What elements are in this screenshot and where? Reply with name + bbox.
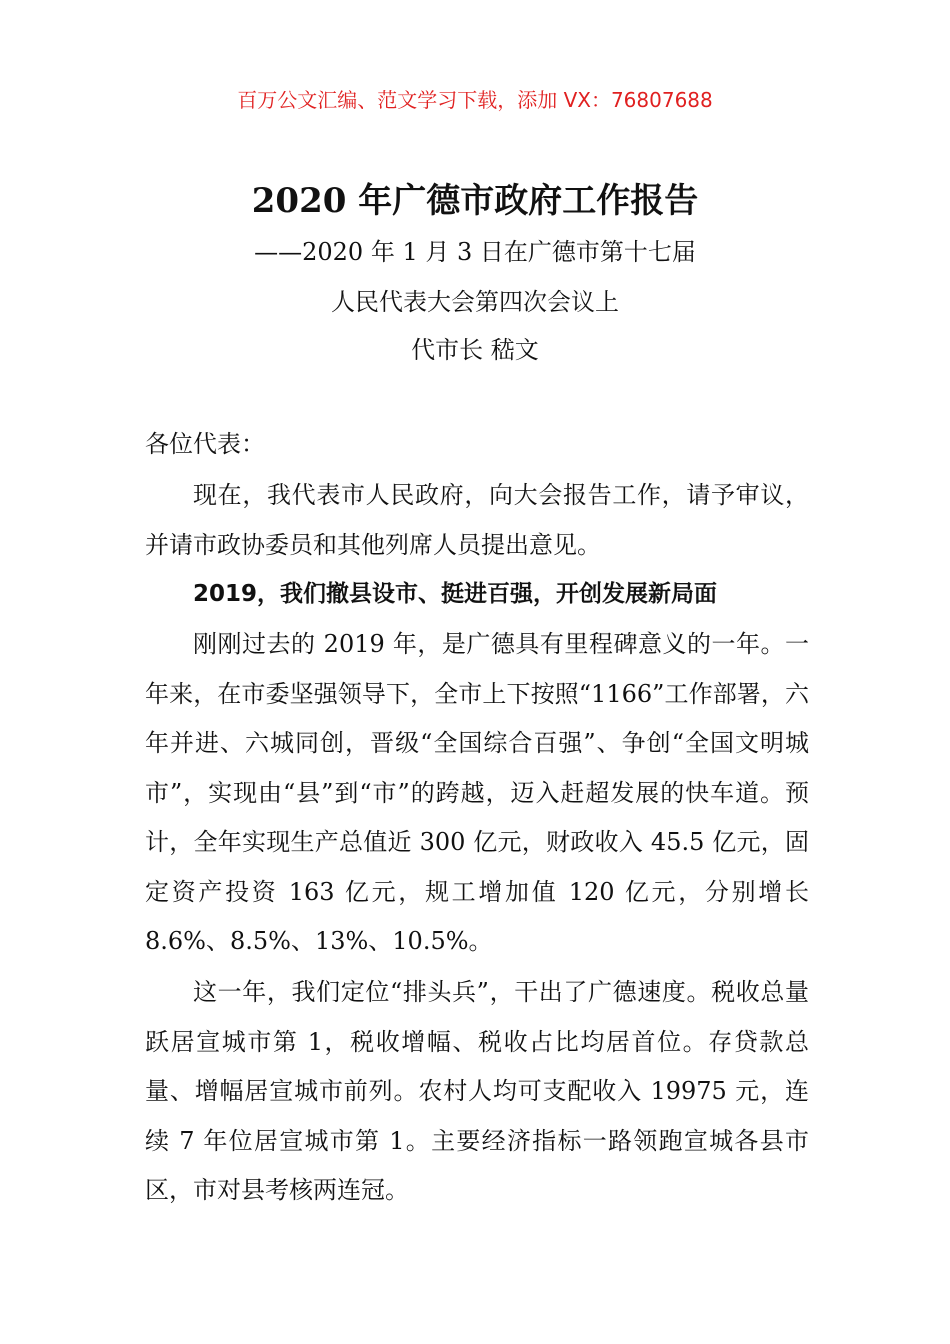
paragraph-review: 刚刚过去的 2019 年，是广德具有里程碑意义的一年。一年来，在市委坚强领导下，全市上下按照“1166”工作部署，六年并进、六城同创，晋级“全国综合百强”、争创“全国文明城市”，实现由“县”到“市”的跨越，迈入赶超发展的快车道。预计，全年实现生产总值近 300 亿元，财政收入 45.5 亿元，固定资产投资 163 亿元，规工增加值 120 亿元，分别增长 8.6%、8.5%、13%、10.5%。: [145, 630, 809, 955]
subtitle-line-2: 人民代表大会第四次会议上: [331, 288, 619, 316]
paragraph-intro: 现在，我代表市人民政府，向大会报告工作，请予审议，并请市政协委员和其他列席人员提出意见。: [145, 481, 809, 559]
author-line: 代市长 嵇文: [411, 336, 539, 364]
download-banner: 百万公文汇编、范文学习下载，添加 VX：76807688: [237, 88, 713, 112]
salutation: 各位代表：: [145, 430, 265, 458]
document-title: 2020 年广德市政府工作报告: [251, 181, 699, 221]
paragraph-speed: 这一年，我们定位“排头兵”，干出了广德速度。税收总量跃居宣城市第 1，税收增幅、税收占比均居首位。存贷款总量、增幅居宣城市前列。农村人均可支配收入 19975 元，连续 7 年位居宣城市第 1。主要经济指标一路领跑宣城各县市区，市对县考核两连冠。: [145, 978, 809, 1204]
section-heading: 2019，我们撤县设市、挺进百强，开创发展新局面: [193, 581, 718, 607]
subtitle-line-1: ——2020 年 1 月 3 日在广德市第十七届: [254, 238, 696, 266]
